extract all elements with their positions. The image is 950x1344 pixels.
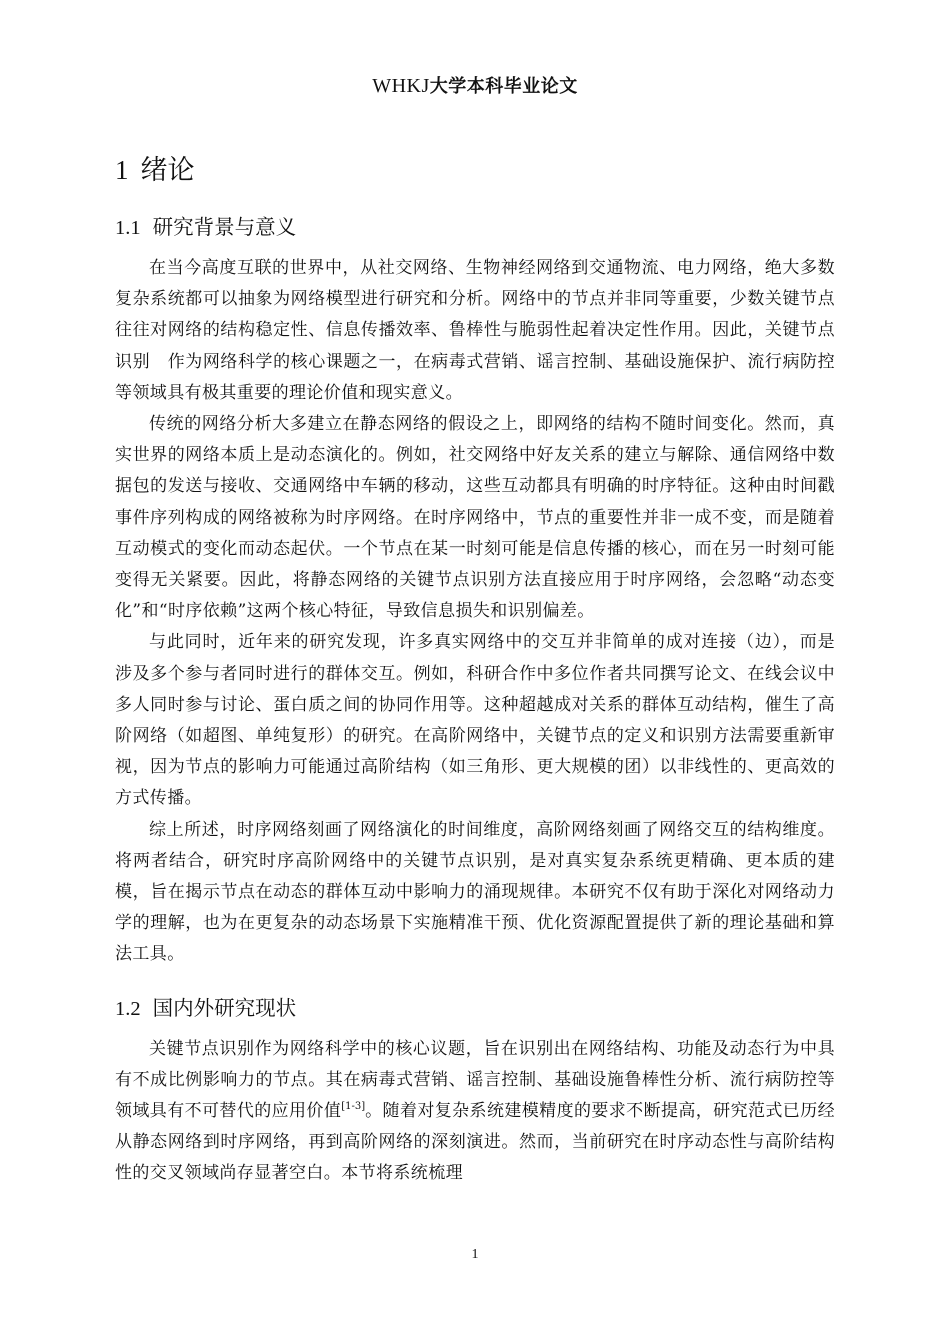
body-paragraph: 在当今高度互联的世界中，从社交网络、生物神经网络到交通物流、电力网络，绝大多数复杂系统都可以抽象为网络模型进行研究和分析。网络中的节点并非同等重要，少数关键节点往往对网络的结构稳定性、信息传播效率、鲁棒性与脆弱性起着决定性作用。因此，关键节点识别 作为网络科学的核心课题之一，在病毒式营销、谣言控制、基础设施保护、流行病防控等领域具有极其重要的理论价值和现实意义。 (115, 258, 835, 403)
body-paragraph (115, 1034, 835, 1190)
section-title: 研究背景与意义 (152, 215, 297, 239)
running-header (0, 72, 950, 98)
chapter-heading (115, 150, 835, 191)
body-paragraph: 与此同时，近年来的研究发现，许多真实网络中的交互并非简单的成对连接（边），而是涉及多个参与者同时进行的群体交互。例如，科研合作中多位作者共同撰写论文、在线会议中多人同时参与讨论、蛋白质之间的协同作用等。这种超越成对关系的群体互动结构，催生了高阶网络（如超图、单纯复形）的研究。在高阶网络中，关键节点的定义和识别方法需要重新审视，因为节点的影响力可能通过高阶结构（如三角形、更大规模的团）以非线性的、更高效的方式传播。 (115, 632, 835, 809)
body-paragraph: 传统的网络分析大多建立在静态网络的假设之上，即网络的结构不随时间变化。然而，真实世界的网络本质上是动态演化的。例如，社交网络中好友关系的建立与解除、通信网络中数据包的发送与接收、交通网络中车辆的移动，这些互动都具有明确的时序特征。这种由时间戳事件序列构成的网络被称为时序网络。在时序网络中，节点的重要性并非一成不变，而是随着互动模式的变化而动态起伏。一个节点在某一时刻可能是信息传播的核心，而在另一时刻可能变得无关紧要。因此，将静态网络的关键节点识别方法直接应用于时序网络，会忽略“动态变化”和“时序依赖”这两个核心特征，导致信息损失和识别偏差。 (115, 414, 835, 622)
section-number: 1.2 (115, 997, 141, 1020)
section-heading-1-2 (115, 991, 835, 1026)
header-title: 大学本科毕业论文 (429, 76, 578, 97)
paragraph-text: 。随着对复杂系统建模精度的要求不断提高，研究范式已历经从静态网络到时序网络，再到高阶网络的深刻演进。然而，当前研究在时序动态性与高阶结构性的交叉领域尚存显著空白。本节将系统梳理 (115, 1101, 835, 1184)
header-prefix: WHKJ (372, 75, 430, 97)
citation-reference: [1-3] (341, 1101, 366, 1113)
body-paragraph: 综上所述，时序网络刻画了网络演化的时间维度，高阶网络刻画了网络交互的结构维度。将两者结合，研究时序高阶网络中的关键节点识别，是对真实复杂系统更精确、更本质的建模，旨在揭示节点在动态的群体互动中影响力的涌现规律。本研究不仅有助于深化对网络动力学的理解，也为在更复杂的动态场景下实施精准干预、优化资源配置提供了新的理论基础和算法工具。 (115, 819, 835, 965)
section-heading-1-1 (115, 210, 835, 245)
chapter-number: 1 (115, 155, 129, 185)
main-content (115, 150, 835, 1190)
section-number: 1.1 (115, 217, 141, 239)
section-title: 国内外研究现状 (152, 995, 297, 1020)
chapter-title: 绪论 (140, 155, 195, 186)
page-number: 1 (471, 1247, 479, 1262)
paragraph-text: 关键节点识别作为网络科学中的核心议题，旨在识别出在网络结构、功能及动态行为中具有不成比例影响力的节点。其在病毒式营销、谣言控制、基础设施鲁棒性分析、流行病防控等领域具有不可替代的应用价值 (115, 1038, 835, 1122)
